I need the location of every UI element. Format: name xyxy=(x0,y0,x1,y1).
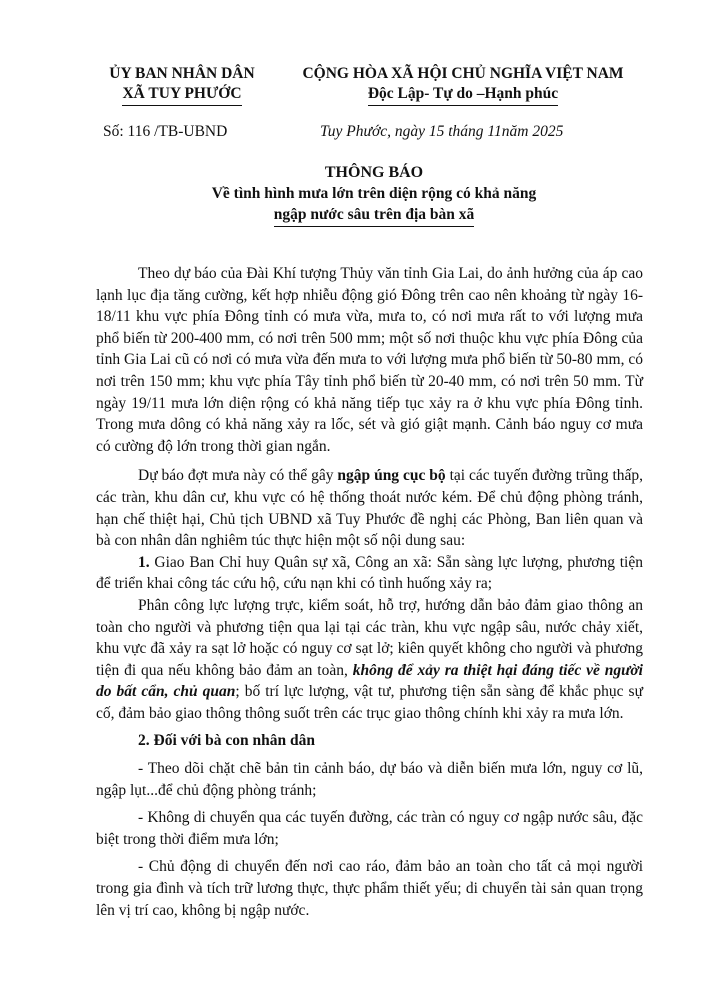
bullet-monitor: - Theo dõi chặt chẽ bản tin cảnh báo, dự báo và diễn biến mưa lớn, nguy cơ lũ, ngập lụt...để chủ động phòng tránh; xyxy=(96,760,643,799)
place-and-date: Tuy Phước, ngày 15 tháng 11năm 2025 xyxy=(320,123,564,140)
emphasis-flooding: ngập úng cục bộ xyxy=(337,467,446,485)
issuing-authority xyxy=(92,64,272,106)
paragraph-warning: Dự báo đợt mưa này có thể gây ngập úng cục bộ tại các tuyến đường trũng thấp, các tràn, khu dân cư, khu vực có hệ thống thoát nước kém. Để chủ động phòng tránh, hạn chế thiệt hại, Chủ tịch UBND xã Tuy Phước đề nghị các Phòng, Ban liên quan và bà con nhân dân nghiêm túc thực hiện một số nội dung sau: xyxy=(96,467,644,550)
title-line-3: ngập nước sâu trên địa bàn xã xyxy=(274,204,475,227)
authority-line-2: XÃ TUY PHƯỚC xyxy=(122,84,241,106)
paragraph-forecast: Theo dự báo của Đài Khí tượng Thủy văn tỉnh Gia Lai, do ảnh hưởng của áp cao lạnh lục địa tăng cường, kết hợp nhiễu động gió Đông trên cao nên khoảng từ ngày 16-18/11 khu vực phía Đông tỉnh có mưa vừa, mưa to, có nơi mưa rất to với lượng mưa phổ biến từ 200-400 mm, có nơi trên 500 mm; một số nơi thuộc khu vực phía Đông của tỉnh Gia Lai cũ có nơi có mưa vừa đến mưa to với lượng mưa phổ biến từ 50-80 mm, có nơi trên 150 mm; khu vực phía Tây tỉnh phổ biến từ 20-40 mm, có nơi trên 50 mm. Từ ngày 19/11 mưa lớn diện rộng có khả năng tiếp tục xảy ra ở khu vực phía Đông tỉnh. Trong mưa dông có khả năng xảy ra lốc, sét và gió giật mạnh. Cảnh báo nguy cơ mưa có cường độ lớn trong thời gian ngắn. xyxy=(96,265,643,455)
national-motto xyxy=(282,64,644,106)
section-1-number: 1. xyxy=(138,553,150,571)
bullet-evacuate: - Chủ động di chuyển đến nơi cao ráo, đảm bảo an toàn cho tất cả mọi người trong gia đình và tích trữ lương thực, thực phẩm thiết yếu; di chuyển tài sản quan trọng lên vị trí cao, không bị ngập nước. xyxy=(96,858,643,919)
bullet-avoid-roads: - Không di chuyển qua các tuyến đường, các tràn có nguy cơ ngập nước sâu, đặc biệt trong thời điểm mưa lớn; xyxy=(96,809,643,848)
section-2-heading: 2. Đối với bà con nhân dân xyxy=(138,732,315,750)
title-line-1: THÔNG BÁO xyxy=(324,164,424,181)
motto-line: Độc Lập- Tự do –Hạnh phúc xyxy=(368,84,558,106)
document-body xyxy=(96,263,643,921)
title-line-2: Về tình hình mưa lớn trên diện rộng có khả năng xyxy=(211,185,537,202)
document-title xyxy=(96,162,652,227)
section-1: 1. Giao Ban Chỉ huy Quân sự xã, Công an xã: Sẵn sàng lực lượng, phương tiện để triển khai công tác cứu hộ, cứu nạn khi có tình huống xảy ra; xyxy=(96,553,643,593)
nation-name: CỘNG HÒA XÃ HỘI CHỦ NGHĨA VIỆT NAM xyxy=(302,65,624,82)
emphasis-no-damage: không để xảy ra thiệt hại đáng tiếc về người do bất cẩn, chủ quan xyxy=(96,661,643,701)
authority-line-1: ỦY BAN NHÂN DÂN xyxy=(109,65,255,82)
paragraph-assignment: Phân công lực lượng trực, kiểm soát, hỗ trợ, hướng dẫn bảo đảm giao thông an toàn cho người và phương tiện qua lại tại các tràn, khu vực ngập sâu, nước chảy xiết, khu vực đã xảy ra sạt lở hoặc có nguy cơ sạt lở; kiên quyết không cho người và phương tiện đi qua nếu không bảo đảm an toàn, không để xảy ra thiệt hại đáng tiếc về người do bất cẩn, chủ quan; bố trí lực lượng, vật tư, phương tiện sẵn sàng để khắc phục sự cố, đảm bảo giao thông thông suốt trên các trục giao thông chính khi xảy ra mưa lớn. xyxy=(96,596,643,722)
document-number: Số: 116 /TB-UBND xyxy=(103,123,228,140)
